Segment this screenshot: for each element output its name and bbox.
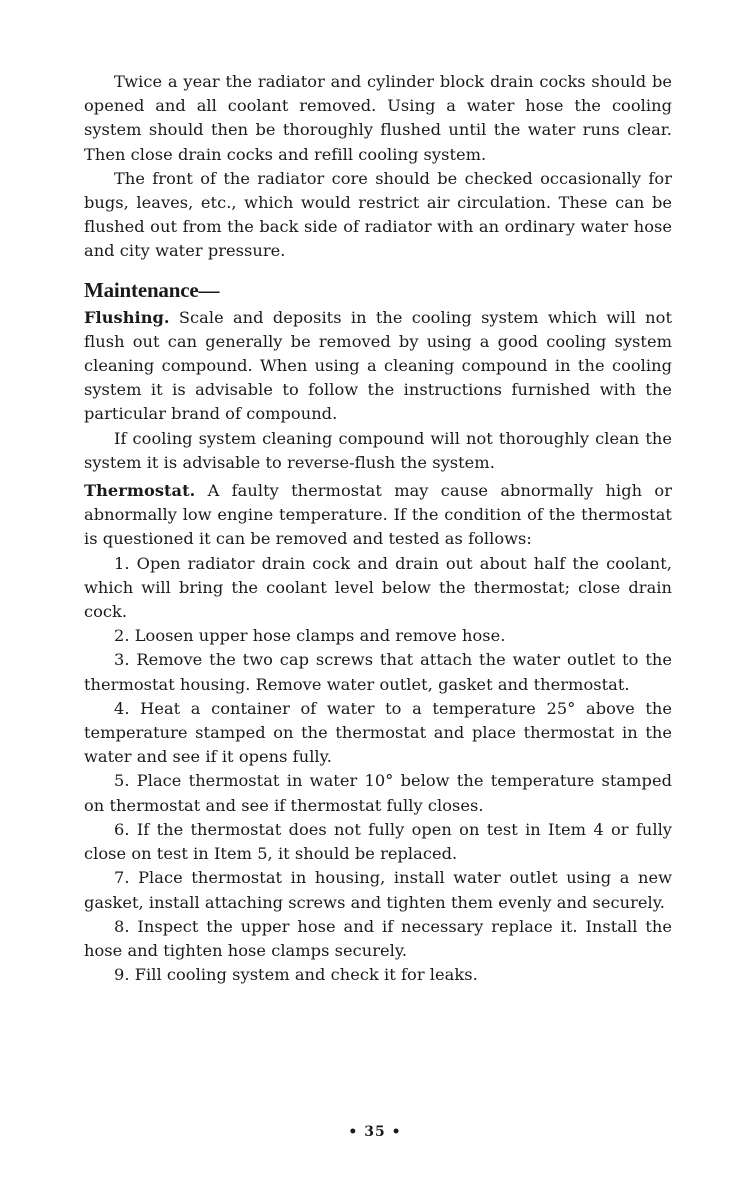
intro-paragraph-drain: Twice a year the radiator and cylinder block drain cocks should be opened and all coolant removed. Using a water hose the cooling system should then be thoroughly flushed until the water runs clear. Then close drain cocks and refill cooling system. (84, 72, 672, 164)
thermostat-step-2: 2. Loosen upper hose clamps and remove hose. (114, 626, 506, 646)
thermostat-text: A faulty thermostat may cause abnormally high or abnormally low engine temperature. If the condition of the thermostat is questioned it can be removed and tested as follows: (84, 481, 672, 549)
document-page (84, 70, 672, 987)
flushing-label: Flushing. (84, 307, 170, 327)
thermostat-step-1: 1. Open radiator drain cock and drain out about half the coolant, which will bring the coolant level below the thermostat; close drain cock. (84, 553, 672, 622)
intro-paragraph-radiator-core: The front of the radiator core should be checked occasionally for bugs, leaves, etc., which would restrict air circulation. These can be flushed out from the back side of radiator with an ordinary water hose and city water pressure. (84, 168, 672, 261)
flushing-followup-paragraph: If cooling system cleaning compound will not thoroughly clean the system it is advisable to reverse-flush the system. (84, 428, 672, 472)
thermostat-step-6: 6. If the thermostat does not fully open on test in Item 4 or fully close on test in Item 5, it should be replaced. (84, 819, 672, 864)
thermostat-step-3: 3. Remove the two cap screws that attach the water outlet to the thermostat housing. Remove water outlet, gasket and thermostat. (84, 650, 672, 694)
flushing-paragraph (84, 306, 672, 427)
thermostat-label: Thermostat. (84, 481, 196, 501)
thermostat-paragraph (84, 479, 672, 552)
thermostat-step-5: 5. Place thermostat in water 10° below the temperature stamped on thermostat and see if thermostat fully closes. (84, 771, 672, 815)
section-heading-maintenance: Maintenance— (84, 277, 220, 302)
thermostat-step-4: 4. Heat a container of water to a temperature 25° above the temperature stamped on the thermostat and place thermostat in the water and see if it opens fully. (84, 698, 672, 767)
page-number: • 35 • (348, 1124, 402, 1140)
flushing-text: Scale and deposits in the cooling system which will not flush out can generally be removed by using a good cooling system cleaning compound. When using a cleaning compound in the cooling system it is advisable to follow the instructions furnished with the particular brand of compound. (84, 307, 672, 424)
thermostat-step-9: 9. Fill cooling system and check it for leaks. (114, 965, 478, 985)
thermostat-step-7: 7. Place thermostat in housing, install water outlet using a new gasket, install attaching screws and tighten them evenly and securely. (84, 868, 672, 912)
thermostat-step-8: 8. Inspect the upper hose and if necessary replace it. Install the hose and tighten hose clamps securely. (84, 916, 672, 960)
